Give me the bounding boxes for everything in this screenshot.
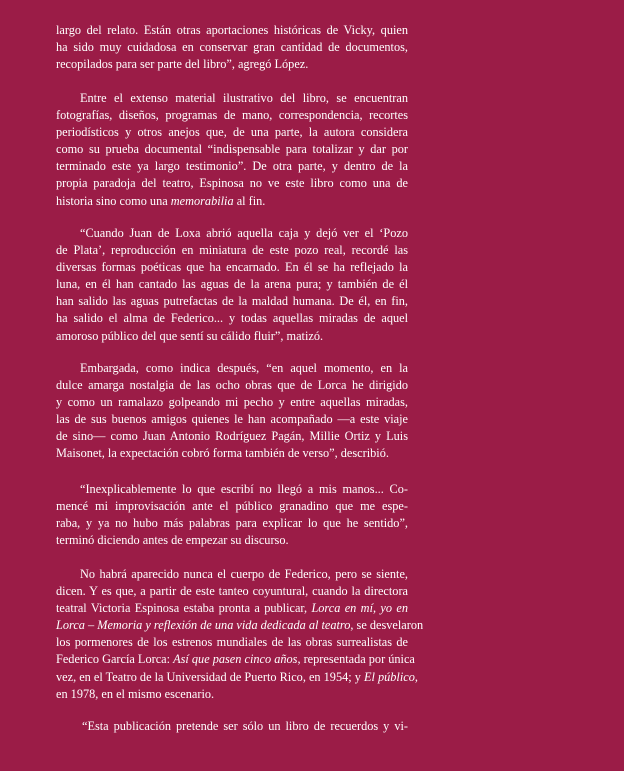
text-line: fotografías, diseños, programas de mano, correspondencia, recortes [56, 108, 408, 123]
text-line: No habrá aparecido nunca el cuerpo de Federico, pero se siente, [80, 567, 408, 581]
book-title: Lorca en mí, yo en [311, 601, 408, 616]
text-segment: Federico García Lorca: [56, 652, 174, 667]
text-line: como su prueba documental “indispensable para totalizar y dar por [56, 142, 408, 157]
paragraph-4 [56, 360, 408, 463]
text-line [56, 617, 424, 634]
text-segment: teatral Victoria Espinosa estaba pronta a publicar, [56, 601, 312, 616]
text-line: las de sus buenos amigos quienes le han acompañado —a este viaje [56, 412, 408, 427]
text-segment: vez, en el Teatro de la Universidad de Puerto Rico, en 1954; y [56, 669, 364, 684]
text-line: “Cuando Juan de Loxa abrió aquella caja y dejó ver el ‘Pozo [80, 226, 408, 240]
text-line: largo del relato. Están otras aportaciones históricas de Vicky, quien [56, 23, 408, 37]
text-line [56, 193, 408, 210]
text-line: ha salido el alma de Federico... y todas aquellas miradas de aquel [56, 311, 408, 326]
text-line: han salido las aguas putrefactas de la maldad humana. De él, en fin, [56, 294, 408, 309]
text-line: de sino— como Juan Antonio Rodríguez Pagán, Millie Ortiz y Luis [56, 429, 408, 444]
text-line: en 1978, en el mismo escenario. [56, 686, 215, 701]
text-line: propia paradoja del teatro, Espinosa no ve este libro como una de [56, 176, 408, 191]
text-line: “Esta publicación pretende ser sólo un libro de recuerdos y vi- [82, 719, 408, 733]
text-line: terminado este ya largo testimonio”. De otra parte, y dentro de la [56, 159, 408, 174]
text-line: los pormenores de los estrenos mundiales de las obras surrealistas de [56, 635, 408, 650]
text-line: dicen. Y es que, a partir de este tanteo coyuntural, cuando la directora [56, 584, 408, 599]
text-segment: , representada por única [297, 652, 415, 667]
text-line: ha sido muy cuidadosa en conservar gran cantidad de documentos, [56, 40, 408, 55]
play-title: El público [363, 669, 415, 684]
text-line: diversas formas poéticas que ha encarnado. En él se ha reflejado la [56, 260, 408, 275]
italic-term: memorabilia [170, 193, 234, 208]
paragraph-6 [56, 566, 424, 703]
paragraph-5 [56, 481, 408, 549]
text-line: periodísticos y otros anejos que, de una parte, la autora considera [56, 125, 408, 140]
text-line: “Inexplicablemente lo que escribí no llegó a mis manos... Co- [80, 482, 408, 496]
text-segment: historia sino como una [56, 193, 171, 208]
text-line: Embargada, como indica después, “en aquel momento, en la [80, 361, 408, 375]
paragraph-7 [56, 718, 408, 735]
text-line [56, 669, 418, 686]
text-line [56, 651, 415, 668]
text-line: dulce amarga nostalgia de las ocho obras que de Lorca he dirigido [56, 378, 408, 393]
paragraph-1 [56, 22, 408, 73]
text-line [56, 600, 408, 617]
text-segment: , se desvelaron [350, 618, 424, 633]
text-line: y como un ramalazo golpeando mi pecho y entre aquellas miradas, [56, 395, 408, 410]
text-line: Maisonet, la expectación cobró forma también de verso”, describió. [56, 446, 389, 461]
text-segment: , [414, 669, 418, 684]
book-title: Lorca – Memoria y reflexión de una vida dedicada al teatro [56, 618, 351, 633]
text-line: recopilados para ser parte del libro”, agregó López. [56, 57, 309, 72]
text-line: terminó diciendo antes de empezar su discurso. [56, 533, 289, 548]
text-line: amoroso público del que sentí su cálido fluir”, matizó. [56, 328, 324, 343]
paragraph-2 [56, 90, 408, 210]
text-line: luna, en él han cantado las aguas de la arena pura; y también de él [56, 277, 408, 292]
text-segment: al fin. [233, 193, 266, 208]
paragraph-3 [56, 225, 408, 345]
text-line: Entre el extenso material ilustrativo del libro, se encuentran [80, 91, 408, 105]
text-line: mencé mi improvisación ante el público granadino que me espe- [56, 499, 408, 514]
play-title: Así que pasen cinco años [173, 652, 298, 667]
text-line: de Plata’, reproducción en miniatura de este pozo real, recordé las [56, 243, 408, 258]
text-line: raba, y ya no hubo más palabras para explicar lo que he sentido”, [56, 516, 408, 531]
